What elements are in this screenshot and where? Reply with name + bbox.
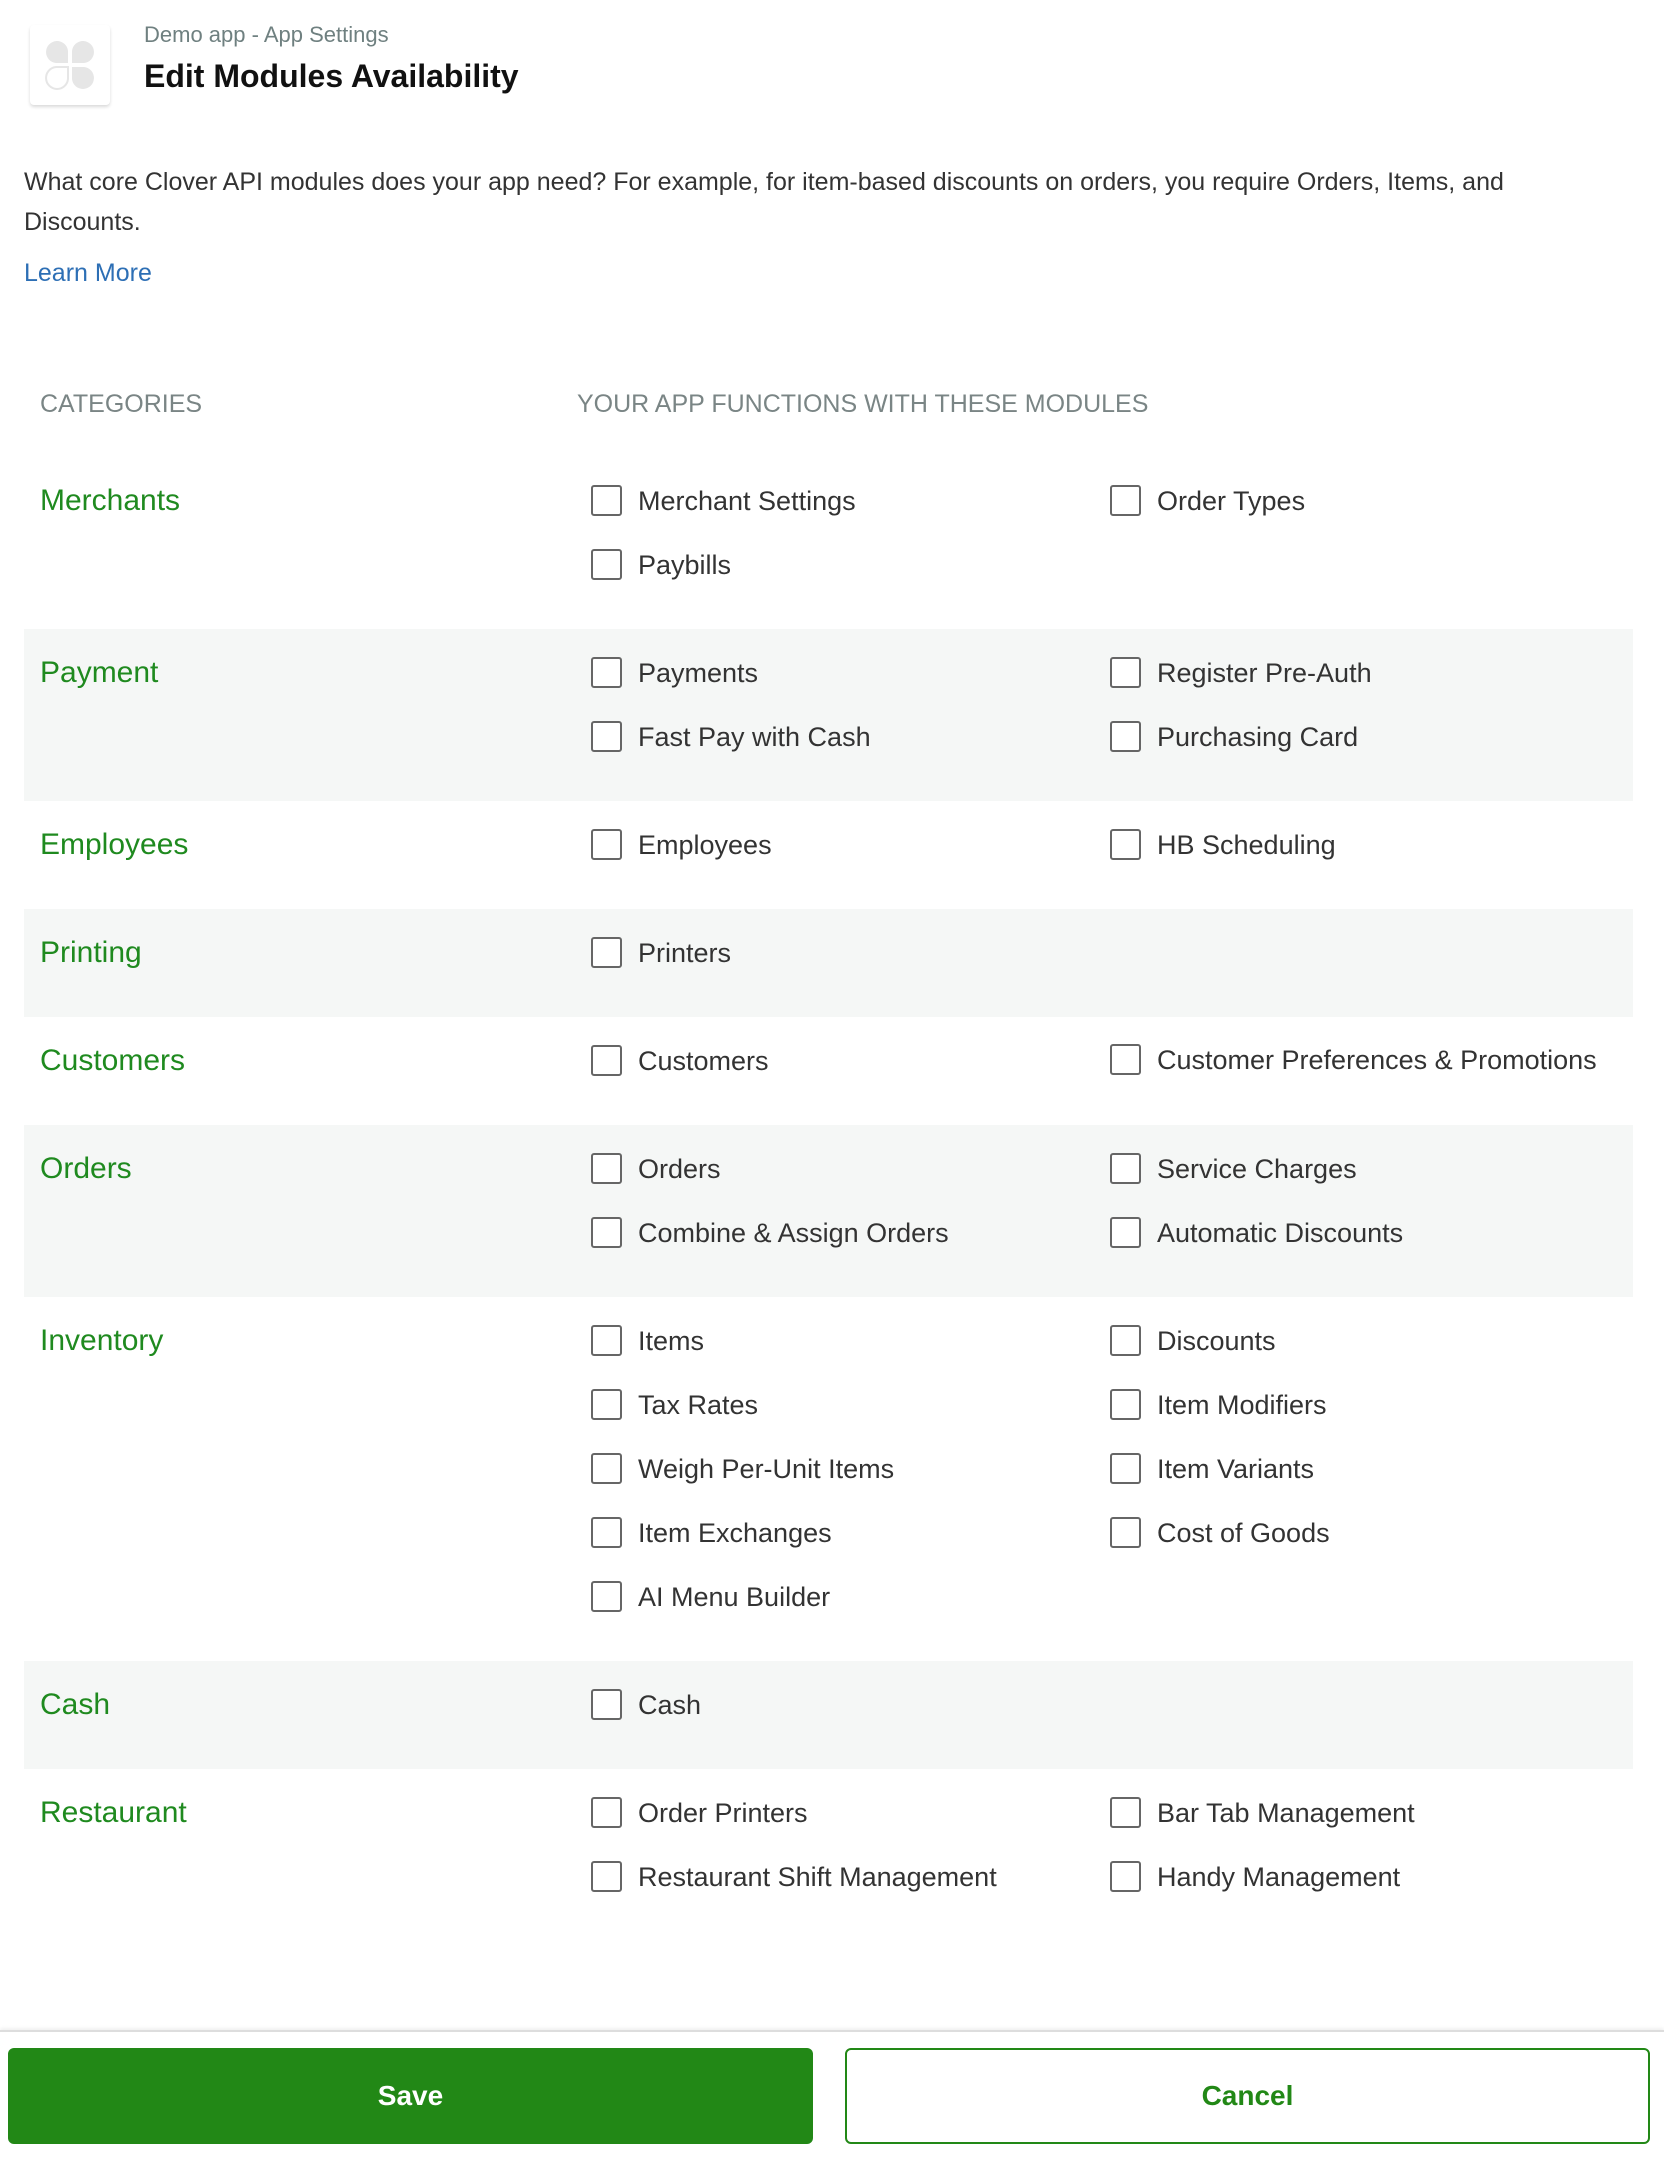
page-title: Edit Modules Availability <box>144 58 519 94</box>
module-checkbox[interactable] <box>1110 1044 1141 1075</box>
module-label: Orders <box>638 1154 721 1184</box>
module-option[interactable] <box>577 1373 1096 1437</box>
module-label: Handy Management <box>1157 1862 1401 1892</box>
module-label: Order Types <box>1157 486 1306 516</box>
module-checkbox[interactable] <box>1110 657 1141 688</box>
learn-more-link[interactable]: Learn More <box>24 259 152 287</box>
category-row-customers <box>24 1017 1633 1125</box>
category-row-printing <box>24 909 1633 1017</box>
module-label: Service Charges <box>1157 1154 1357 1184</box>
module-checkbox[interactable] <box>1110 1861 1141 1892</box>
category-row-employees <box>24 801 1633 909</box>
category-label: Payment <box>40 656 159 689</box>
module-option[interactable] <box>1096 1201 1633 1265</box>
module-checkbox[interactable] <box>591 1581 622 1612</box>
module-option[interactable] <box>1096 641 1633 705</box>
module-label: Restaurant Shift Management <box>638 1862 997 1892</box>
module-checkbox[interactable] <box>1110 721 1141 752</box>
module-option[interactable] <box>1096 469 1633 533</box>
module-checkbox[interactable] <box>591 1045 622 1076</box>
category-label: Cash <box>40 1688 111 1721</box>
module-label: AI Menu Builder <box>638 1582 831 1612</box>
module-label: Payments <box>638 658 759 688</box>
spacer <box>24 1501 577 1565</box>
footer <box>0 2030 1664 2174</box>
module-option[interactable] <box>1096 1781 1633 1845</box>
module-checkbox[interactable] <box>591 485 622 516</box>
module-label: Customer Preferences & Promotions <box>1157 1045 1597 1075</box>
category-row-inventory <box>24 1297 1633 1661</box>
module-option[interactable] <box>577 533 1096 597</box>
module-option[interactable] <box>577 1437 1096 1501</box>
category-label: Merchants <box>40 484 181 517</box>
module-label: Items <box>638 1326 705 1356</box>
module-label: Order Printers <box>638 1798 808 1828</box>
module-option[interactable] <box>577 469 1096 533</box>
category-row-payment <box>24 629 1633 801</box>
module-checkbox[interactable] <box>591 549 622 580</box>
module-checkbox[interactable] <box>591 1217 622 1248</box>
module-checkbox[interactable] <box>1110 1325 1141 1356</box>
modules-table <box>24 457 1633 1941</box>
module-checkbox[interactable] <box>591 657 622 688</box>
module-checkbox[interactable] <box>1110 829 1141 860</box>
module-option[interactable] <box>577 705 1096 769</box>
spacer <box>24 1437 577 1501</box>
breadcrumb: Demo app - App Settings <box>144 22 389 47</box>
module-checkbox[interactable] <box>591 1153 622 1184</box>
module-label: Register Pre-Auth <box>1157 658 1372 688</box>
module-option[interactable] <box>1096 1029 1633 1093</box>
module-option[interactable] <box>577 1137 1096 1201</box>
spacer <box>24 1565 577 1629</box>
category-label: Employees <box>40 828 189 861</box>
categories-header: CATEGORIES <box>40 390 203 418</box>
category-row-merchants <box>24 457 1633 629</box>
module-option[interactable] <box>577 813 1096 877</box>
module-option[interactable] <box>577 1201 1096 1265</box>
module-option[interactable] <box>577 1309 1096 1373</box>
module-checkbox[interactable] <box>1110 1217 1141 1248</box>
module-label: HB Scheduling <box>1157 830 1336 860</box>
module-checkbox[interactable] <box>1110 485 1141 516</box>
module-label: Paybills <box>638 550 732 580</box>
module-label: Printers <box>638 938 732 968</box>
module-label: Fast Pay with Cash <box>638 722 871 752</box>
module-option[interactable] <box>577 921 1096 985</box>
module-label: Cash <box>638 1690 702 1720</box>
module-label: Combine & Assign Orders <box>638 1218 949 1248</box>
cancel-button[interactable]: Cancel <box>845 2048 1650 2144</box>
module-checkbox[interactable] <box>591 721 622 752</box>
module-label: Discounts <box>1157 1326 1276 1356</box>
category-label: Customers <box>40 1044 186 1077</box>
category-row-cash <box>24 1661 1633 1769</box>
module-label: Item Variants <box>1157 1454 1315 1484</box>
module-label: Automatic Discounts <box>1157 1218 1404 1248</box>
module-option[interactable] <box>1096 1437 1633 1501</box>
category-label: Inventory <box>40 1324 164 1357</box>
module-label: Cost of Goods <box>1157 1518 1330 1548</box>
module-checkbox[interactable] <box>1110 1453 1141 1484</box>
module-label: Item Modifiers <box>1157 1390 1327 1420</box>
module-checkbox[interactable] <box>591 1861 622 1892</box>
module-option[interactable] <box>577 641 1096 705</box>
module-checkbox[interactable] <box>1110 1389 1141 1420</box>
module-option[interactable] <box>577 1029 1096 1093</box>
module-label: Merchant Settings <box>638 486 856 516</box>
category-label: Orders <box>40 1152 132 1185</box>
module-option[interactable] <box>577 1673 1096 1737</box>
module-checkbox[interactable] <box>591 1689 622 1720</box>
module-label: Purchasing Card <box>1157 722 1359 752</box>
module-option[interactable] <box>577 1845 1096 1909</box>
clover-logo-icon <box>44 39 96 91</box>
app-logo <box>30 25 110 105</box>
module-checkbox[interactable] <box>591 1797 622 1828</box>
module-option[interactable] <box>1096 1373 1633 1437</box>
module-checkbox[interactable] <box>591 1453 622 1484</box>
module-checkbox[interactable] <box>591 829 622 860</box>
module-option[interactable] <box>577 1781 1096 1845</box>
module-label: Weigh Per-Unit Items <box>638 1454 895 1484</box>
module-checkbox[interactable] <box>1110 1153 1141 1184</box>
modules-header: YOUR APP FUNCTIONS WITH THESE MODULES <box>577 390 1149 418</box>
module-label: Bar Tab Management <box>1157 1798 1415 1828</box>
description: What core Clover API modules does your app need? For example, for item-based discounts on orders, you require Orders, Items, and Discounts. <box>24 168 1504 236</box>
module-option[interactable] <box>577 1501 1096 1565</box>
module-checkbox[interactable] <box>591 1517 622 1548</box>
spacer <box>24 1373 577 1437</box>
module-checkbox[interactable] <box>591 1325 622 1356</box>
category-label: Printing <box>40 936 142 969</box>
module-option[interactable] <box>1096 1309 1633 1373</box>
spacer <box>24 1201 577 1265</box>
module-option[interactable] <box>1096 1845 1633 1909</box>
save-button[interactable]: Save <box>8 2048 813 2144</box>
module-label: Customers <box>638 1046 769 1076</box>
module-option[interactable] <box>1096 1137 1633 1201</box>
module-checkbox[interactable] <box>1110 1517 1141 1548</box>
module-checkbox[interactable] <box>1110 1797 1141 1828</box>
module-checkbox[interactable] <box>591 937 622 968</box>
module-option[interactable] <box>1096 813 1633 877</box>
module-checkbox[interactable] <box>591 1389 622 1420</box>
spacer <box>24 1845 577 1909</box>
module-option[interactable] <box>577 1565 1096 1629</box>
spacer <box>24 705 577 769</box>
module-option[interactable] <box>1096 1501 1633 1565</box>
category-row-restaurant <box>24 1769 1633 1941</box>
module-label: Item Exchanges <box>638 1518 832 1548</box>
module-label: Employees <box>638 830 772 860</box>
spacer <box>24 533 577 597</box>
module-option[interactable] <box>1096 705 1633 769</box>
category-label: Restaurant <box>40 1796 187 1829</box>
category-row-orders <box>24 1125 1633 1297</box>
module-label: Tax Rates <box>638 1390 759 1420</box>
